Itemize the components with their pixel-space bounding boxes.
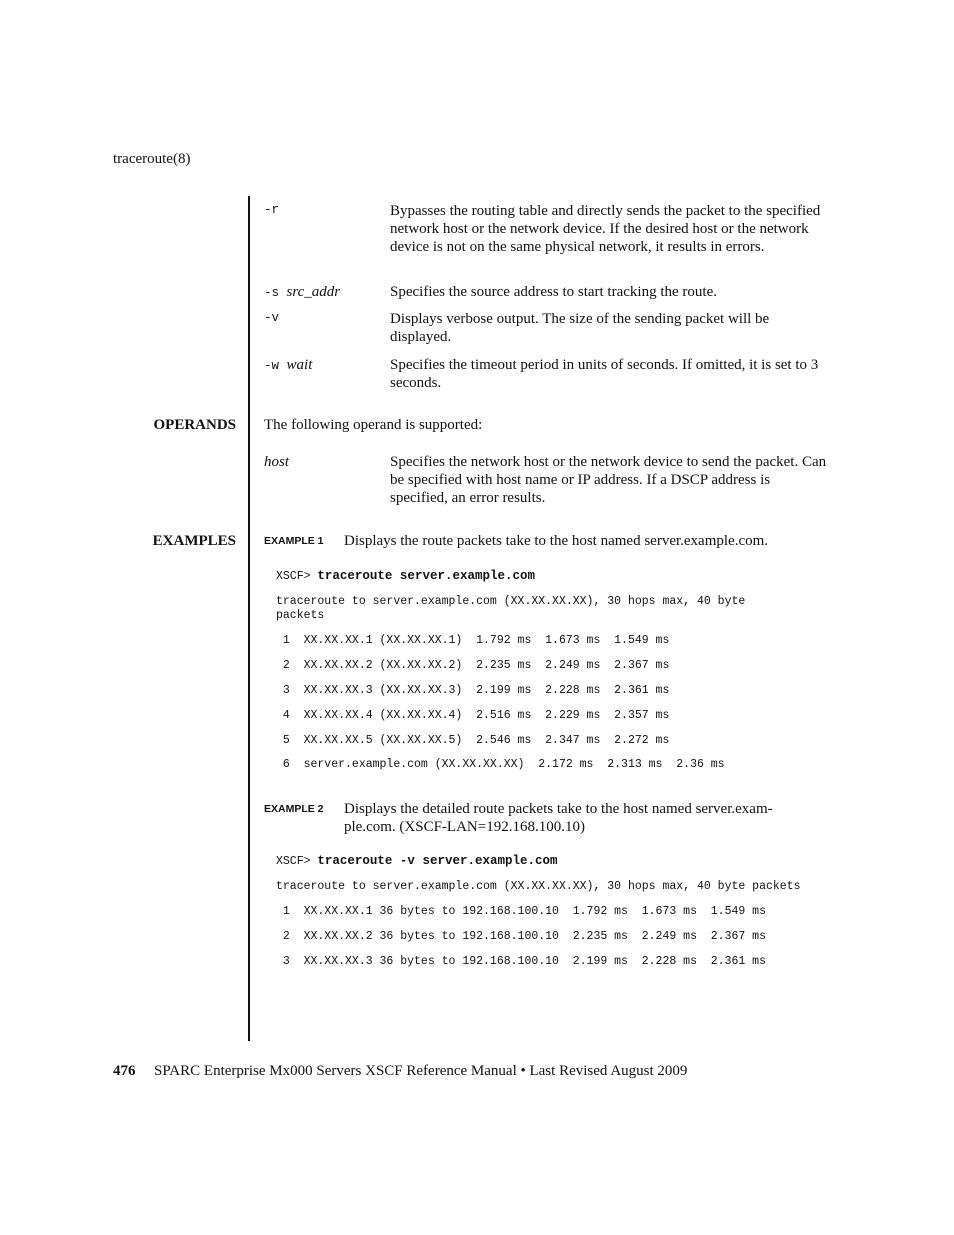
example-1-hop: 3 XX.XX.XX.3 (XX.XX.XX.3) 2.199 ms 2.228 ms 2.361 ms [276, 684, 670, 697]
example-2-title-line-2: ple.com. (XSCF-LAN=192.168.100.10) [344, 819, 585, 835]
prompt: XSCF> [276, 855, 311, 868]
command: traceroute server.example.com [317, 569, 535, 583]
examples-heading: EXAMPLES [152, 533, 236, 549]
example-2-title-line-1: Displays the detailed route packets take to the host named server.exam- [344, 801, 773, 817]
option-flag-r: -r [264, 203, 280, 217]
example-2-hop: 1 XX.XX.XX.1 36 bytes to 192.168.100.10 1.792 ms 1.673 ms 1.549 ms [276, 905, 766, 918]
option-flag-s: -s src_addr [264, 284, 341, 300]
option-desc-s: Specifies the source address to start tracking the route. [390, 284, 717, 300]
example-2-command-line [276, 854, 557, 869]
footer-title: SPARC Enterprise Mx000 Servers XSCF Reference Manual • Last Revised August 2009 [154, 1063, 688, 1079]
command: traceroute -v server.example.com [317, 854, 558, 868]
example-1-hop: 1 XX.XX.XX.1 (XX.XX.XX.1) 1.792 ms 1.673 ms 1.549 ms [276, 634, 670, 647]
page-number: 476 [113, 1063, 136, 1079]
example-1-hop: 2 XX.XX.XX.2 (XX.XX.XX.2) 2.235 ms 2.249 ms 2.367 ms [276, 659, 670, 672]
example-2-hop: 3 XX.XX.XX.3 36 bytes to 192.168.100.10 2.199 ms 2.228 ms 2.361 ms [276, 955, 766, 968]
example-1-label: EXAMPLE 1 [264, 535, 324, 547]
example-1-hop: 5 XX.XX.XX.5 (XX.XX.XX.5) 2.546 ms 2.347 ms 2.272 ms [276, 734, 670, 747]
option-desc-v: Displays verbose output. The size of the sending packet will be displayed. [390, 311, 770, 345]
option-desc-r: Bypasses the routing table and directly sends the packet to the specified network host or the network device. If the desired host or the network device is not on the same physical network, it results in errors. [390, 203, 821, 255]
option-flag-v: -v [264, 311, 280, 325]
example-2-output-line-1: traceroute to server.example.com (XX.XX.XX.XX), 30 hops max, 40 byte packets [276, 880, 801, 893]
operand-desc-host: Specifies the network host or the network device to send the packet. Can be specified with host name or IP address. If a DSCP address is specified, an error results. [390, 454, 827, 506]
example-1-command-line [276, 569, 535, 584]
operands-heading: OPERANDS [153, 417, 236, 433]
prompt: XSCF> [276, 570, 311, 583]
example-1-title: Displays the route packets take to the host named server.example.com. [344, 533, 769, 549]
example-1-hop: 6 server.example.com (XX.XX.XX.XX) 2.172 ms 2.313 ms 2.36 ms [276, 758, 725, 771]
operand-name-host: host [264, 454, 290, 470]
operands-intro: The following operand is supported: [264, 417, 483, 433]
example-2-label: EXAMPLE 2 [264, 803, 324, 815]
example-1-output-line-2: packets [276, 609, 325, 622]
example-1-output-line-1: traceroute to server.example.com (XX.XX.XX.XX), 30 hops max, 40 byte [276, 595, 746, 608]
option-flag-w: -w wait [264, 357, 313, 373]
running-head: traceroute(8) [113, 151, 191, 167]
example-1-hop: 4 XX.XX.XX.4 (XX.XX.XX.4) 2.516 ms 2.229 ms 2.357 ms [276, 709, 670, 722]
option-desc-w: Specifies the timeout period in units of seconds. If omitted, it is set to 3 seconds. [390, 357, 819, 391]
margin-rule [248, 196, 250, 1041]
example-2-hop: 2 XX.XX.XX.2 36 bytes to 192.168.100.10 2.235 ms 2.249 ms 2.367 ms [276, 930, 766, 943]
